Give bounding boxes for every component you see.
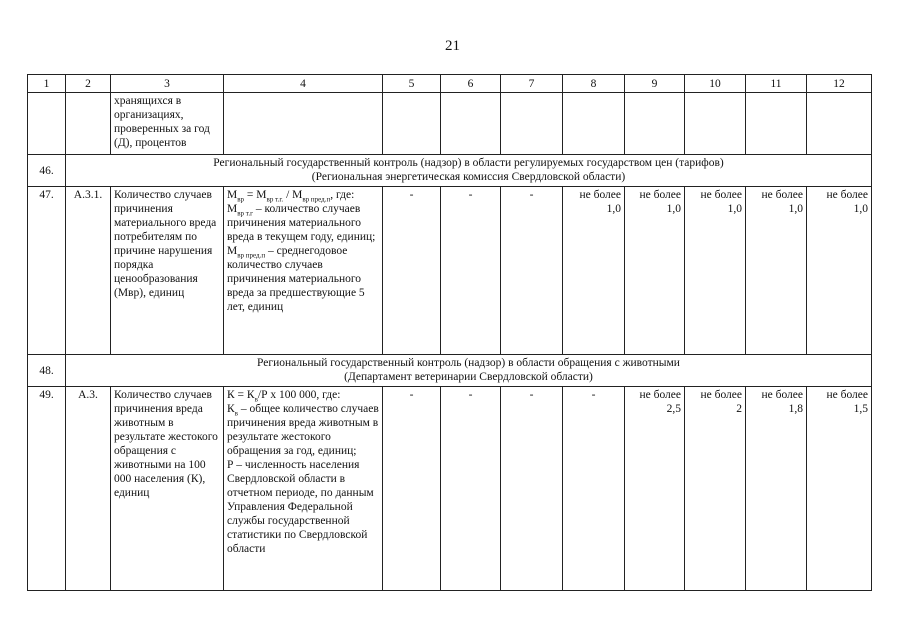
indicator-cell: хранящихся в организациях, проверенных за год (Д), процентов [111, 93, 224, 155]
value-cell: не более 1,0 [807, 187, 872, 355]
column-header: 2 [66, 75, 111, 93]
column-header: 4 [224, 75, 383, 93]
section-title-line: (Департамент ветеринарии Свердловской области) [344, 371, 593, 383]
page-number: 21 [445, 38, 460, 54]
table-row [28, 387, 872, 591]
value-cell: - [501, 187, 563, 355]
value-cell: - [441, 187, 501, 355]
column-header: 5 [383, 75, 441, 93]
formula-line: $К = К_в/Р$ х 100 000, где: [227, 389, 341, 404]
section-title-line: Региональный государственный контроль (надзор) в области обращения с животными [257, 357, 680, 369]
value-cell: не более 1,0 [746, 187, 807, 355]
column-header: 11 [746, 75, 807, 93]
formula-cell [224, 187, 383, 355]
value-cell: не более 1,8 [746, 387, 807, 591]
value-cell: - [563, 387, 625, 591]
indicator-cell: Количество случаев причинения вреда животным в результате жестокого обращения с животными на 100 000 населения (К), единиц [111, 387, 224, 591]
formula-cell [224, 387, 383, 591]
column-header: 7 [501, 75, 563, 93]
value-cell: не более 1,0 [563, 187, 625, 355]
column-header: 9 [625, 75, 685, 93]
table-row [28, 93, 872, 155]
column-header: 6 [441, 75, 501, 93]
section-title [66, 355, 872, 387]
value-cell: - [383, 187, 441, 355]
indicator-cell: Количество случаев причинения материального вреда потребителям по причине нарушения порядка ценообразования (Мвр), единиц [111, 187, 224, 355]
formula-definition: $М_{вр т.г}$ – количество случаев причинения материального вреда в текущем году, единиц; [227, 203, 376, 243]
value-cell: не более 2 [685, 387, 746, 591]
formula-definition: Р – численность населения Свердловской области в отчетном периоде, по данным Управления Федеральной службы государственной статистики по Свердловской области [227, 459, 374, 555]
section-title-line: (Региональная энергетическая комиссия Свердловской области) [311, 171, 626, 183]
section-title [66, 155, 872, 187]
value-cell: - [383, 387, 441, 591]
section-title-line: Региональный государственный контроль (надзор) в области регулируемых государством цен (тарифов) [213, 157, 724, 169]
row-number: 46. [28, 155, 66, 187]
row-number: 47. [28, 187, 66, 355]
indicator-code: А.3. [66, 387, 111, 591]
section-row [28, 155, 872, 187]
row-number: 49. [28, 387, 66, 591]
column-header: 10 [685, 75, 746, 93]
formula-definition: $К_в$ – общее количество случаев причинения вреда животным в результате жестокого обращения за год, единиц; [227, 403, 379, 457]
table-header-row [28, 75, 872, 93]
value-cell: не более 1,5 [807, 387, 872, 591]
column-header: 12 [807, 75, 872, 93]
indicator-code: А.3.1. [66, 187, 111, 355]
column-header: 8 [563, 75, 625, 93]
value-cell: - [501, 387, 563, 591]
table-row [28, 187, 872, 355]
column-header: 1 [28, 75, 66, 93]
value-cell: не более 1,0 [625, 187, 685, 355]
value-cell: - [441, 387, 501, 591]
formula-definition: $М_{вр пред.п}$ – среднегодовое количество случаев причинения материального вреда за предшествующие 5 лет, единиц [227, 245, 365, 313]
row-number: 48. [28, 355, 66, 387]
value-cell: не более 2,5 [625, 387, 685, 591]
column-header: 3 [111, 75, 224, 93]
value-cell: не более 1,0 [685, 187, 746, 355]
indicators-table [27, 74, 872, 591]
section-row [28, 355, 872, 387]
formula-line: $М_{вр} = М_{вр т.г.} / М_{вр пред.п}$, где: [227, 189, 355, 204]
